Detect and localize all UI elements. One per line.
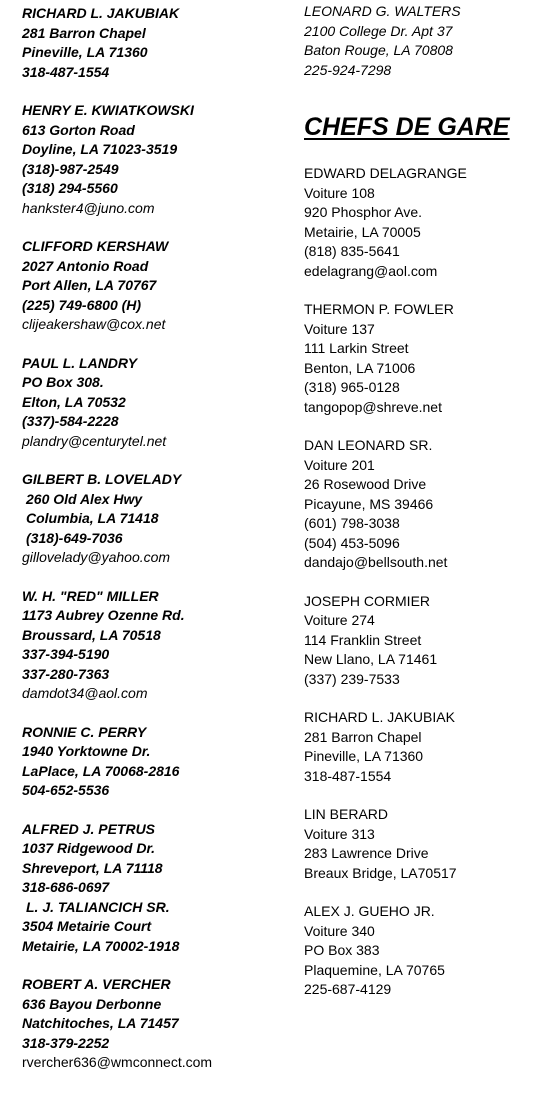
contact-name: PAUL L. LANDRY xyxy=(22,354,138,371)
contact-line: Pineville, LA 71360 xyxy=(304,748,424,764)
contact-name: ALEX J. GUEHO JR. xyxy=(304,903,435,919)
left-column xyxy=(22,0,292,1073)
contact-name: ALFRED J. PETRUS xyxy=(22,820,156,837)
contact-line: 318-379-2252 xyxy=(22,1034,110,1051)
contact-line: 318-686-0697 xyxy=(22,879,110,895)
contact-name: DAN LEONARD SR. xyxy=(304,437,433,453)
contact-line: 114 Franklin Street xyxy=(304,631,422,648)
contact-line: edelagrang@aol.com xyxy=(304,262,438,279)
contact-email: gillovelady@yahoo.com xyxy=(22,549,171,565)
contact-line: 1037 Ridgewood Dr. xyxy=(22,840,156,856)
contact-name: GILBERT B. LOVELADY xyxy=(22,471,182,487)
contact-line: Voiture 274 xyxy=(304,612,375,628)
contact-entry xyxy=(304,436,529,573)
contact-line: (504) 453-5096 xyxy=(304,534,400,551)
contact-name: LIN BERARD xyxy=(304,806,389,822)
contact-entry xyxy=(22,470,292,568)
contact-entry xyxy=(22,4,292,82)
contact-entry xyxy=(304,164,529,281)
contact-line: 337-280-7363 xyxy=(22,665,110,682)
contact-line: dandajo@bellsouth.net xyxy=(304,554,448,570)
contact-line: Pineville, LA 71360 xyxy=(22,44,148,60)
contact-line: 1940 Yorktowne Dr. xyxy=(22,743,151,759)
contact-name: RICHARD L. JAKUBIAK xyxy=(304,709,455,725)
contact-line: 504-652-5536 xyxy=(22,782,110,798)
contact-line: (318) 294-5560 xyxy=(22,180,118,196)
contact-email: hankster4@juno.com xyxy=(22,199,155,216)
contact-line: 281 Barron Chapel xyxy=(304,728,422,745)
contact-line: Voiture 313 xyxy=(304,825,375,842)
contact-entry xyxy=(22,101,292,218)
contact-line: Voiture 108 xyxy=(304,184,375,201)
contact-line: 613 Gorton Road xyxy=(22,121,135,138)
contact-line: 225-687-4129 xyxy=(304,981,392,997)
chefs-list xyxy=(304,164,529,1000)
contact-line: Natchitoches, LA 71457 xyxy=(22,1015,179,1031)
section-heading: CHEFS DE GARE xyxy=(304,113,510,141)
contact-entry xyxy=(22,975,292,1073)
contact-entry xyxy=(22,723,292,801)
contact-line: (337)-584-2228 xyxy=(22,413,119,429)
contact-line: 318-487-1554 xyxy=(22,63,110,80)
contact-entry xyxy=(304,592,529,690)
contact-name: THERMON P. FOWLER xyxy=(304,301,454,317)
contact-line: (318)-987-2549 xyxy=(22,160,119,177)
right-column xyxy=(304,0,529,1000)
contact-line: 225-924-7298 xyxy=(304,61,392,78)
contact-email: damdot34@aol.com xyxy=(22,685,148,701)
contact-line: 281 Barron Chapel xyxy=(22,24,146,41)
contact-line: 2027 Antonio Road xyxy=(22,257,149,274)
contact-line: tangopop@shreve.net xyxy=(304,398,442,415)
contact-entry xyxy=(304,902,529,1000)
contact-name: HENRY E. KWIATKOWSKI xyxy=(22,102,194,118)
contact-line: 337-394-5190 xyxy=(22,646,110,662)
contact-line: 260 Old Alex Hwy xyxy=(26,490,143,507)
contact-line: Benton, LA 71006 xyxy=(304,359,416,376)
contact-line: (601) 798-3038 xyxy=(304,515,400,531)
contact-name: RICHARD L. JAKUBIAK xyxy=(22,5,180,21)
contact-name: CLIFFORD KERSHAW xyxy=(22,238,169,254)
contact-line: (318)-649-7036 xyxy=(26,529,123,546)
contact-line: Voiture 201 xyxy=(304,456,375,473)
contact-line: (337) 239-7533 xyxy=(304,670,400,687)
contact-line: 636 Bayou Derbonne xyxy=(22,995,162,1012)
contact-line: Metairie, LA 70002-1918 xyxy=(22,937,180,954)
contact-line: PO Box 383 xyxy=(304,942,380,958)
contact-line: Broussard, LA 70518 xyxy=(22,626,161,643)
contact-line: Doyline, LA 71023-3519 xyxy=(22,141,178,157)
contact-line: (225) 749-6800 (H) xyxy=(22,296,142,313)
contact-line: Metairie, LA 70005 xyxy=(304,223,421,240)
contact-line: 3504 Metairie Court xyxy=(22,918,152,934)
contact-line: New Llano, LA 71461 xyxy=(304,651,438,667)
contact-email: plandry@centurytel.net xyxy=(22,432,167,449)
contact-name: EDWARD DELAGRANGE xyxy=(304,165,467,181)
contact-line: 2100 College Dr. Apt 37 xyxy=(304,22,453,39)
contact-line: PO Box 308. xyxy=(22,374,104,390)
contact-line: Picayune, MS 39466 xyxy=(304,495,434,512)
contact-entry xyxy=(304,300,529,417)
contact-name: LEONARD G. WALTERS xyxy=(304,3,461,19)
contact-line: 26 Rosewood Drive xyxy=(304,476,427,492)
contact-line: L. J. TALIANCICH SR. xyxy=(26,898,170,915)
contact-line: 1173 Aubrey Ozenne Rd. xyxy=(22,607,185,623)
contact-line: Baton Rouge, LA 70808 xyxy=(304,42,453,58)
contact-entry xyxy=(304,708,529,786)
contact-name: JOSEPH CORMIER xyxy=(304,592,431,609)
contact-name: RONNIE C. PERRY xyxy=(22,723,147,740)
contact-line: Voiture 340 xyxy=(304,922,375,939)
contact-name: W. H. "RED" MILLER xyxy=(22,587,159,604)
contact-line: Elton, LA 70532 xyxy=(22,393,126,410)
contact-line: (818) 835-5641 xyxy=(304,243,400,259)
contact-entry xyxy=(22,820,292,957)
contact-line: Shreveport, LA 71118 xyxy=(22,859,163,876)
contact-entry-walters xyxy=(304,0,529,80)
contact-entry xyxy=(22,354,292,452)
contact-line: Voiture 137 xyxy=(304,320,375,337)
contact-entry xyxy=(304,805,529,883)
contact-line: 318-487-1554 xyxy=(304,767,392,784)
contact-line: Breaux Bridge, LA70517 xyxy=(304,864,457,881)
contact-line: 283 Lawrence Drive xyxy=(304,845,429,861)
contact-name: ROBERT A. VERCHER xyxy=(22,976,171,992)
contact-line: (318) 965-0128 xyxy=(304,379,400,395)
contact-entry xyxy=(22,587,292,704)
contact-line: Port Allen, LA 70767 xyxy=(22,277,157,293)
contact-line: 920 Phosphor Ave. xyxy=(304,204,423,220)
contact-line: 111 Larkin Street xyxy=(304,340,409,356)
contact-entry xyxy=(22,237,292,335)
contact-email: clijeakershaw@cox.net xyxy=(22,316,166,332)
contact-line: Columbia, LA 71418 xyxy=(26,510,159,526)
contact-email: rvercher636@wmconnect.com xyxy=(22,1054,213,1070)
contact-line: LaPlace, LA 70068-2816 xyxy=(22,762,180,779)
contact-line: Plaquemine, LA 70765 xyxy=(304,961,445,978)
